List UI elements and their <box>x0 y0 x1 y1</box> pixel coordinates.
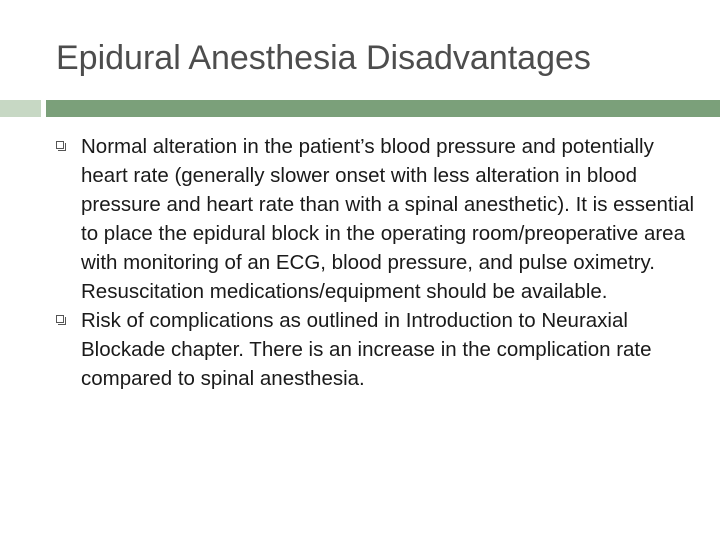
bullet-list <box>56 132 696 393</box>
square-bullet-icon <box>56 141 64 149</box>
bullet-item <box>56 306 696 393</box>
bullet-text: Risk of complications as outlined in Introduction to Neuraxial Blockade chapter. There is an increase in the complication rate compared to spinal anesthesia. <box>81 309 652 390</box>
square-bullet-icon <box>56 315 64 323</box>
bullet-item <box>56 132 696 306</box>
accent-bar-left <box>0 100 41 117</box>
bullet-text: Normal alteration in the patient’s blood pressure and potentially heart rate (generally slower onset with less alteration in blood pressure and heart rate than with a spinal anesthetic). It is essential to place the epidural block in the operating room/preoperative area with monitoring of an ECG, blood pressure, and pulse oximetry. Resuscitation medications/equipment should be available. <box>81 135 695 303</box>
accent-bar-right <box>46 100 720 117</box>
slide-title: Epidural Anesthesia Disadvantages <box>56 39 591 77</box>
